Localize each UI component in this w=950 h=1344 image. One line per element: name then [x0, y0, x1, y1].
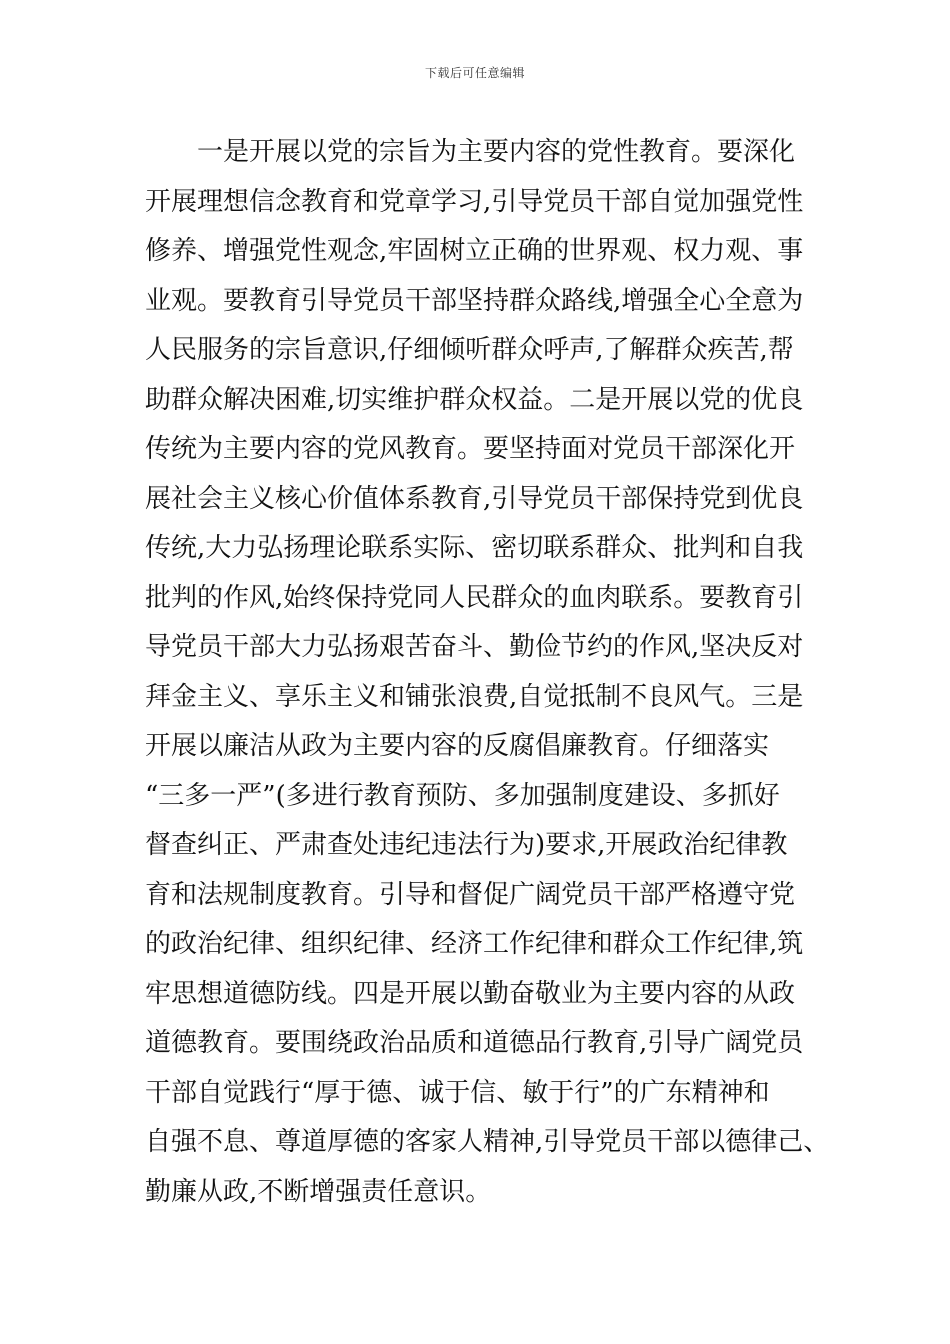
paragraph-line: 干部自觉践行“厚于德、诚于信、敏于行”的广东精神和	[145, 1077, 770, 1108]
paragraph-line: 导党员干部大力弘扬艰苦奋斗、勤俭节约的作风,坚决反对	[145, 632, 804, 662]
paragraph-line: 展社会主义核心价值体系教育,引导党员干部保持党到优良	[145, 483, 804, 514]
paragraph-line: 传统,大力弘扬理论联系实际、密切联系群众、批判和自我	[145, 533, 804, 563]
paragraph-line: 牢思想道德防线。四是开展以勤奋敬业为主要内容的从政	[145, 978, 796, 1009]
paragraph-line: 传统为主要内容的党风教育。要坚持面对党员干部深化开	[145, 434, 796, 464]
paragraph-line: 督查纠正、严肃查处违纪违法行为)要求,开展政治纪律教	[145, 830, 788, 860]
paragraph-line: 自强不息、尊道厚德的客家人精神,引导党员干部以德律己、	[145, 1127, 830, 1157]
paragraph-line: 育和法规制度教育。引导和督促广阔党员干部严格遵守党	[145, 879, 796, 910]
paragraph-line: 人民服务的宗旨意识,仔细倾听群众呼声,了解群众疾苦,帮	[145, 335, 794, 365]
paragraph-line: 拜金主义、享乐主义和铺张浪费,自觉抵制不良风气。三是	[145, 681, 804, 712]
paragraph-line: 修养、增强党性观念,牢固树立正确的世界观、权力观、事	[145, 236, 804, 266]
paragraph-line: 批判的作风,始终保持党同人民群众的血肉联系。要教育引	[145, 582, 804, 613]
paragraph-line: 道德教育。要围绕政治品质和道德品行教育,引导广阔党员	[145, 1028, 804, 1058]
paragraph-line: 业观。要教育引导党员干部坚持群众路线,增强全心全意为	[145, 285, 804, 316]
paragraph-line: 开展以廉洁从政为主要内容的反腐倡廉教育。仔细落实	[145, 731, 770, 761]
paragraph-line: 助群众解决困难,切实维护群众权益。二是开展以党的优良	[145, 384, 804, 415]
paragraph-line: 开展理想信念教育和党章学习,引导党员干部自觉加强党性	[145, 186, 804, 217]
paragraph-line: 勤廉从政,不断增强责任意识。	[145, 1176, 492, 1207]
body-paragraph	[145, 128, 830, 1217]
paragraph-line: 的政治纪律、组织纪律、经济工作纪律和群众工作纪律,筑	[145, 929, 804, 959]
paragraph-line: “三多一严”(多进行教育预防、多加强制度建设、多抓好	[145, 780, 780, 811]
header-note: 下载后可任意编辑	[424, 66, 525, 80]
paragraph-line: 一是开展以党的宗旨为主要内容的党性教育。要深化	[197, 137, 796, 167]
